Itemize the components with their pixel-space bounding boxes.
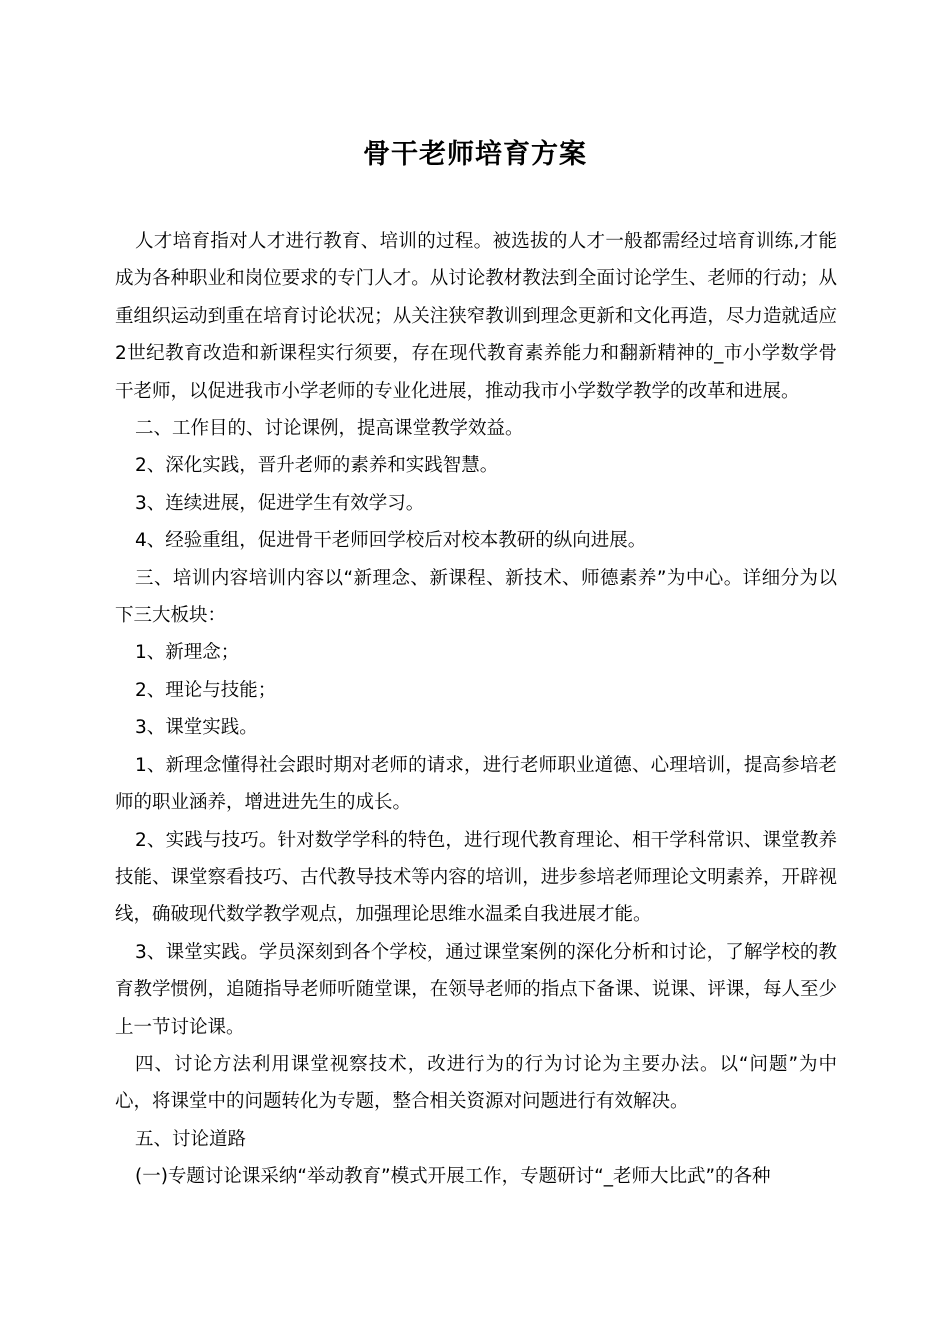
paragraph-section-4: 四、讨论方法利用课堂视察技术，改进行为的行为讨论为主要办法。以“问题”为中心，将课堂中的问题转化为专题，整合相关资源对问题进行有效解决。 (115, 1053, 837, 1113)
document-body (115, 223, 837, 1196)
document-title: 骨干老师培育方案 (363, 139, 587, 170)
paragraph-section-2-heading: 二、工作目的、讨论课例，提高课堂教学效益。 (135, 418, 524, 440)
paragraph-block-2: 2、理论与技能； (135, 679, 277, 701)
paragraph-detail-2: 2、实践与技巧。针对数学学科的特色，进行现代教育理论、相干学科常识、课堂教养技能、课堂察看技巧、古代教导技术等内容的培训，进步参培老师理论文明素养，开辟视线，确破现代数学教学观点，加强理论思维水温柔自我进展才能。 (115, 829, 837, 926)
paragraph-goal-3: 3、连续进展，促进学生有效学习。 (135, 492, 425, 514)
paragraph-intro: 人才培育指对人才进行教育、培训的过程。被选拔的人才一般都需经过培育训练,才能成为各种职业和岗位要求的专门人才。从讨论教材教法到全面讨论学生、老师的行动；从重组织运动到重在培育讨论状况；从关注狭窄教训到理念更新和文化再造，尽力造就适应2世纪教育改造和新课程实行须要，存在现代教育素养能力和翻新精神的_市小学数学骨干老师，以促进我市小学老师的专业化进展，推动我市小学数学教学的改革和进展。 (115, 231, 837, 402)
paragraph-block-3: 3、课堂实践。 (135, 717, 258, 739)
paragraph-section-3-heading: 三、培训内容培训内容以“新理念、新课程、新技术、师德素养”为中心。详细分为以下三大板块： (115, 567, 837, 627)
paragraph-block-1: 1、新理念； (135, 642, 240, 664)
paragraph-detail-3: 3、课堂实践。学员深刻到各个学校，通过课堂案例的深化分析和讨论，了解学校的教育教学惯例，追随指导老师听随堂课，在领导老师的指点下备课、说课、评课，每人至少上一节讨论课。 (115, 941, 837, 1038)
paragraph-goal-2: 2、深化实践，晋升老师的素养和实践智慧。 (135, 455, 499, 477)
paragraph-detail-1: 1、新理念懂得社会跟时期对老师的请求，进行老师职业道德、心理培训，提高参培老师的职业涵养，增进进先生的成长。 (115, 754, 837, 814)
paragraph-section-5-item-1: (一)专题讨论课采纳“举动教育”模式开展工作，专题研讨“_老师大比武”的各种 (135, 1166, 771, 1188)
paragraph-goal-4: 4、经验重组，促进骨干老师回学校后对校本教研的纵向进展。 (135, 530, 647, 552)
paragraph-section-5-heading: 五、讨论道路 (135, 1128, 247, 1150)
